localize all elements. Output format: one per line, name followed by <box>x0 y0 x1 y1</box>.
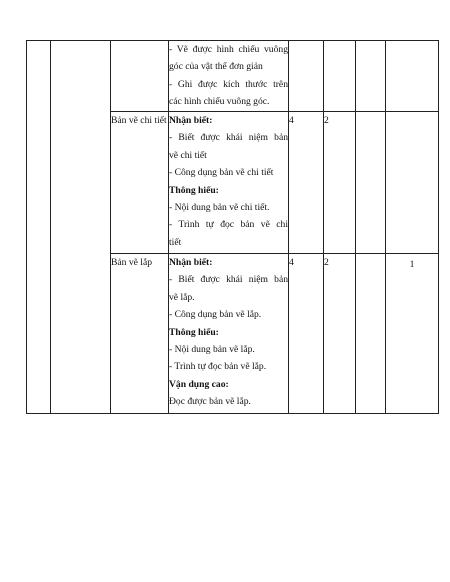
topic-cell: Bản vẽ lắp <box>111 254 169 414</box>
count-nhan-biet: 4 <box>289 112 324 254</box>
level-description-cell <box>169 41 289 112</box>
count-nhan-biet: 4 <box>289 254 324 414</box>
level-description-cell <box>169 112 289 254</box>
level-heading: Nhận biết: <box>169 115 213 126</box>
level-heading: Nhận biết: <box>169 257 213 268</box>
description-line: - Công dụng bản vẽ lắp. <box>169 309 262 321</box>
description-line: - Ghi được kích thước trên <box>169 78 288 90</box>
description-line: - Nội dung bản vẽ lắp. <box>169 344 255 356</box>
description-line: - Công dụng bản vẽ chi tiết <box>169 167 274 179</box>
chapter-cell <box>51 41 111 414</box>
count-van-dung-cao <box>386 112 439 254</box>
level-description-cell <box>169 254 289 414</box>
description-line: tiết <box>169 236 182 248</box>
topic-cell: Bản vẽ chi tiết <box>111 112 169 254</box>
description-line: - Vẽ được hình chiếu vuông <box>169 44 288 55</box>
count-van-dung-cao: 1 <box>386 254 439 414</box>
level-heading: Thông hiểu: <box>169 326 219 338</box>
count-van-dung-cao <box>386 41 439 112</box>
count-van-dung <box>356 41 386 112</box>
count-thong-hieu <box>324 41 356 112</box>
description-line: - Biết được khái niệm bản <box>169 132 288 144</box>
count-thong-hieu: 2 <box>324 254 356 414</box>
description-line: Đọc được bản vẽ lắp. <box>169 396 251 408</box>
description-line: vẽ lắp. <box>169 291 195 303</box>
description-line: - Trình tự đọc bản vẽ chi <box>169 219 288 231</box>
level-heading: Vận dụng cao: <box>169 378 229 390</box>
count-nhan-biet <box>289 41 324 112</box>
count-thong-hieu: 2 <box>324 112 356 254</box>
exam-specification-table <box>26 40 439 414</box>
topic-cell <box>111 41 169 112</box>
description-line: góc của vật thể đơn giản <box>169 61 263 73</box>
stt-cell <box>27 41 51 414</box>
count-van-dung <box>356 254 386 414</box>
description-line: các hình chiếu vuông góc. <box>169 96 270 108</box>
description-line: - Trình tự đọc bản vẽ lắp. <box>169 361 267 373</box>
description-line: vẽ chi tiết <box>169 149 207 161</box>
description-line: - Biết được khái niệm bản <box>169 274 288 286</box>
table-row <box>27 41 439 112</box>
description-line: - Nội dung bản vẽ chi tiết. <box>169 202 270 214</box>
level-heading: Thông hiểu: <box>169 184 219 196</box>
count-van-dung <box>356 112 386 254</box>
